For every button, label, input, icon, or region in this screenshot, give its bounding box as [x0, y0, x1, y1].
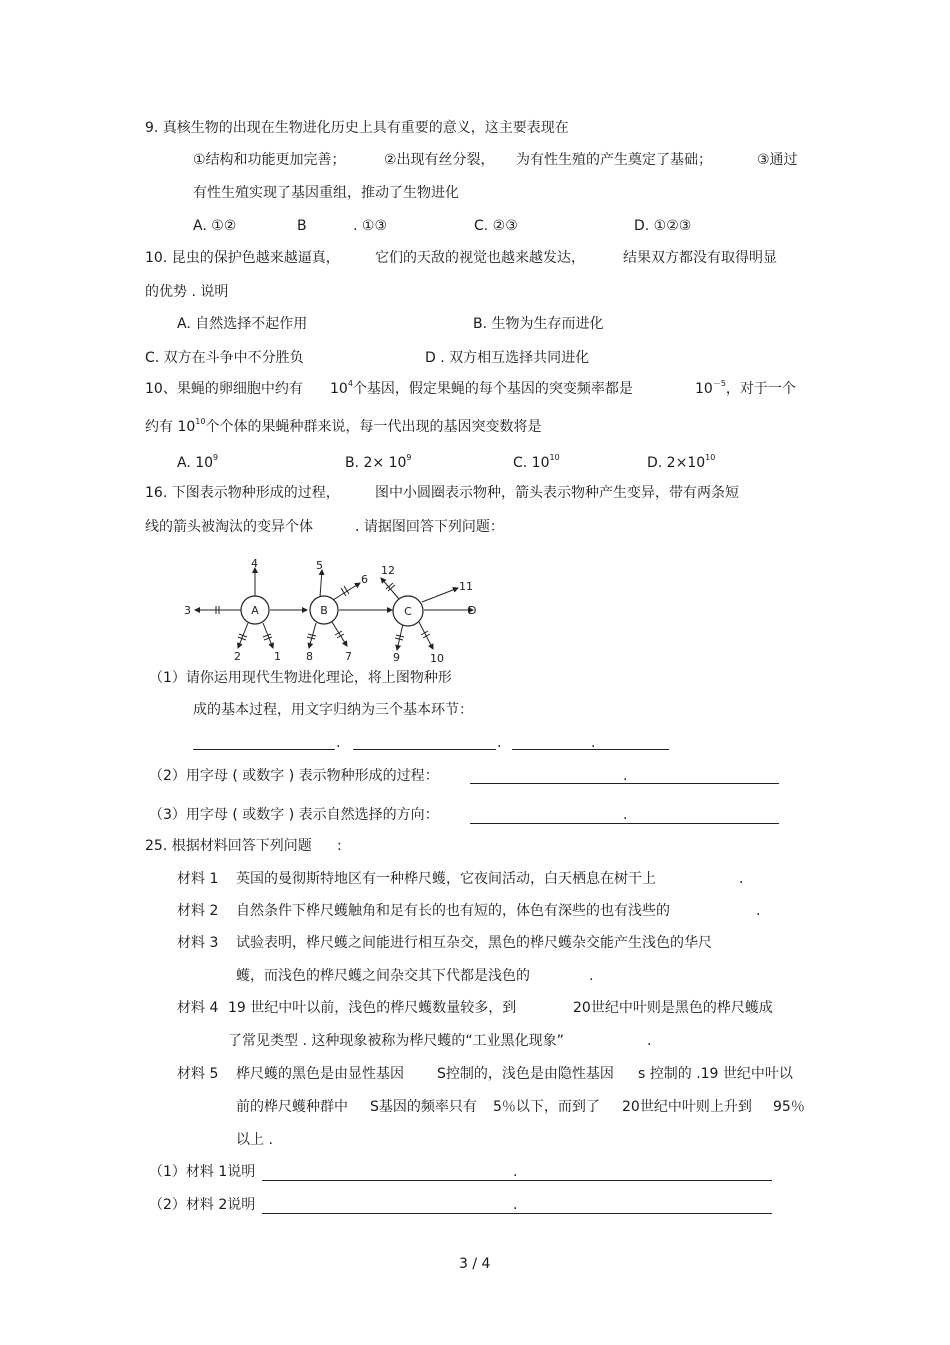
q10b-option-a-exp: 9: [213, 453, 219, 462]
q10b-stem-part2-rest: 个基因，假定果蝇的每个基因的突变频率都是: [352, 381, 633, 397]
q25-material-5-line3: 以上 .: [236, 1132, 273, 1148]
q16-stem-part2: 图中小圆圈表示物种，箭头表示物种产生变异，带有两条短: [375, 485, 739, 501]
label-8: 8: [306, 650, 313, 663]
arrow-b-6: [333, 583, 360, 600]
q25-material-4-line1b: 20世纪中叶则是黑色的桦尺蠖成: [573, 1000, 773, 1016]
q9-statement-1: ①结构和功能更加完善；: [193, 152, 346, 168]
q10b-option-d: [647, 454, 715, 472]
elim-mark-a-1a: [263, 634, 271, 637]
q9-statement-2b: 为有性生殖的产生奠定了基础；: [516, 152, 712, 168]
q16-stem-line2: 线的箭头被淘汰的变异个体: [145, 519, 313, 535]
q10b-rate-exp: －5: [712, 379, 726, 388]
label-5: 5: [316, 559, 323, 572]
page-number: 3 / 4: [459, 1256, 491, 1272]
q9-option-c: C. ②③: [474, 218, 518, 234]
q10b-rate-base: 10: [695, 381, 713, 397]
label-12: 12: [381, 564, 395, 577]
q10a-option-d: D . 双方相互选择共同进化: [425, 350, 590, 366]
q25-answer-1-label: （1）材料 1说明: [149, 1164, 256, 1180]
q16-sub1-sep-3: .: [591, 735, 596, 751]
q16-sub3-end: .: [623, 807, 628, 823]
q25-material-5-line2c: 5％以下，而到了: [493, 1099, 600, 1115]
q25-material-5-line2b: S基因的频率只有: [370, 1099, 477, 1115]
q16-sub2-end: .: [623, 768, 628, 784]
q16-stem-line2b: . 请据图回答下列问题：: [355, 519, 504, 535]
q10b-stem-part3-rest: ，对于一个: [725, 381, 796, 397]
elim-mark-b-7b: [337, 634, 344, 638]
q10b-stem-line2: [145, 418, 541, 436]
q10a-stem-part3: 结果双方都没有取得明显: [623, 250, 777, 266]
q25-material-2-end: .: [756, 903, 761, 919]
label-11: 11: [459, 580, 473, 593]
q10b-gene-count-exp: 4: [347, 379, 353, 388]
q10b-pop-exp: 10: [195, 417, 206, 426]
arrow-c-12: [381, 578, 399, 599]
q25-material-1-end: .: [739, 871, 744, 887]
q25-material-4-line2: 了常见类型 . 这种现象被称为桦尺蠖的“工业黑化现象”: [228, 1033, 564, 1049]
q10b-option-c-exp: 10: [549, 453, 560, 462]
q25-material-3-line2: 蠖，而浅色的桦尺蠖之间杂交其下代都是浅色的: [236, 968, 530, 984]
q9-option-b: B: [297, 218, 307, 234]
q10b-option-a-base: A. 10: [177, 455, 214, 471]
label-3: 3: [184, 604, 191, 617]
q10b-gene-count-base: 10: [330, 381, 348, 397]
q16-stem-part1: 16. 下图表示物种形成的过程，: [145, 485, 340, 501]
arrow-c-10: [419, 622, 433, 649]
node-a-label: A: [251, 604, 259, 617]
q10b-pop-base: 约有 10: [145, 419, 196, 435]
q25-material-5-line2a: 前的桦尺蠖种群中: [236, 1099, 348, 1115]
q16-sub3: （3）用字母 ( 或数字 ) 表示自然选择的方向：: [149, 807, 439, 823]
q9-option-a: A. ①②: [193, 218, 237, 234]
q9-statement-3b: 有性生殖实现了基因重组，推动了生物进化: [193, 185, 459, 201]
q10a-option-c: C. 双方在斗争中不分胜负: [145, 350, 304, 366]
label-9: 9: [393, 651, 400, 664]
label-10: 10: [430, 652, 444, 665]
q25-material-3-label: 材料 3: [177, 935, 219, 951]
q25-material-5-line1c: s 控制的 .19 世纪中叶以: [638, 1066, 793, 1082]
q10a-option-b: B. 生物为生存而进化: [473, 316, 604, 332]
q25-stem: 25. 根据材料回答下列问题: [145, 838, 312, 854]
q16-sub1-sep-1: .: [336, 735, 341, 751]
q10b-option-c-base: C. 10: [513, 455, 550, 471]
q25-material-5-line2e: 95％: [773, 1099, 805, 1115]
q10a-option-a: A. 自然选择不起作用: [177, 316, 308, 332]
q9-option-b-text: . ①③: [353, 218, 388, 234]
q25-material-2: 自然条件下桦尺蠖触角和足有长的也有短的，体色有深些的也有浅些的: [236, 903, 670, 919]
q10a-stem-part1: 10. 昆虫的保护色越来越逼真，: [145, 250, 340, 266]
q25-material-5-label: 材料 5: [177, 1066, 219, 1082]
q25-material-5-line1a: 桦尺蠖的黑色是由显性基因: [236, 1066, 404, 1082]
q16-sub1-line2: 成的基本过程，用文字归纳为三个基本环节：: [193, 702, 473, 718]
q10b-stem-part2: [330, 380, 633, 398]
speciation-diagram: [175, 556, 485, 666]
q9-stem: 9. 真核生物的出现在生物进化历史上具有重要的意义，这主要表现在: [145, 120, 569, 136]
q16-sub1-line1: （1）请你运用现代生物进化理论，将上图物种形: [149, 670, 452, 686]
q10b-option-d-base: D. 2×10: [647, 455, 706, 471]
q16-sub2: （2）用字母 ( 或数字 ) 表示物种形成的过程：: [149, 768, 439, 784]
elim-mark-b-8b: [307, 637, 315, 639]
q16-sub1-sep-2: .: [497, 735, 502, 751]
label-6: 6: [361, 573, 368, 586]
q10b-option-d-exp: 10: [705, 453, 716, 462]
q25-material-3-line1: 试验表明，桦尺蠖之间能进行相互杂交，黑色的桦尺蠖杂交能产生浅色的华尺: [236, 935, 712, 951]
q10b-option-b: [345, 454, 412, 472]
q25-answer-2-label: （2）材料 2说明: [149, 1197, 256, 1213]
q10b-option-a: [177, 454, 218, 472]
q10b-option-c: [513, 454, 560, 472]
elim-mark-a-1b: [264, 637, 272, 640]
q25-material-4-label: 材料 4: [177, 1000, 219, 1016]
q25-answer-2-end: .: [513, 1197, 518, 1213]
q25-material-1-label: 材料 1: [177, 871, 219, 887]
q25-answer-1-end: .: [513, 1164, 518, 1180]
q10b-stem-part1: 10、果蝇的卵细胞中约有: [145, 381, 303, 397]
q25-material-2-label: 材料 2: [177, 903, 219, 919]
q10b-stem-part3: [695, 380, 796, 398]
label-7: 7: [345, 650, 352, 663]
q10a-stem-line2: 的优势 . 说明: [145, 284, 229, 300]
arrow-b-7: [332, 622, 347, 646]
arrow-c-11: [422, 588, 458, 602]
q10b-stem-line2-rest: 个个体的果蝇种群来说，每一代出现的基因突变数将是: [205, 419, 542, 435]
label-1: 1: [274, 650, 281, 663]
q16-sub1-blank-1[interactable]: [193, 749, 335, 750]
label-2: 2: [234, 650, 241, 663]
q25-material-5-line1b: S控制的，浅色是由隐性基因: [437, 1066, 614, 1082]
q25-material-3-end: .: [589, 968, 594, 984]
q10b-option-b-base: B. 2× 10: [345, 455, 407, 471]
q25-material-1: 英国的曼彻斯特地区有一种桦尺蠖，它夜间活动，白天栖息在树干上: [236, 871, 656, 887]
node-c-label: C: [404, 605, 412, 618]
q25-material-4-end: .: [647, 1033, 652, 1049]
q9-option-d: D. ①②③: [634, 218, 692, 234]
q16-sub1-blank-2[interactable]: [353, 749, 496, 750]
node-b-label: B: [320, 604, 328, 617]
q10b-option-b-exp: 9: [406, 453, 412, 462]
q25-material-4-line1a: 19 世纪中叶以前，浅色的桦尺蠖数量较多，到: [228, 1000, 517, 1016]
label-4: 4: [251, 557, 258, 570]
q9-statement-3: ③通过: [757, 152, 798, 168]
q25-material-5-line2d: 20世纪中叶则上升到: [622, 1099, 752, 1115]
q9-statement-2: ②出现有丝分裂，: [384, 152, 495, 168]
label-d: D: [468, 604, 477, 617]
q10a-stem-part2: 它们的天敌的视觉也越来越发达，: [375, 250, 585, 266]
q25-stem-colon: :: [337, 838, 342, 854]
arrow-b-5: [320, 570, 322, 597]
